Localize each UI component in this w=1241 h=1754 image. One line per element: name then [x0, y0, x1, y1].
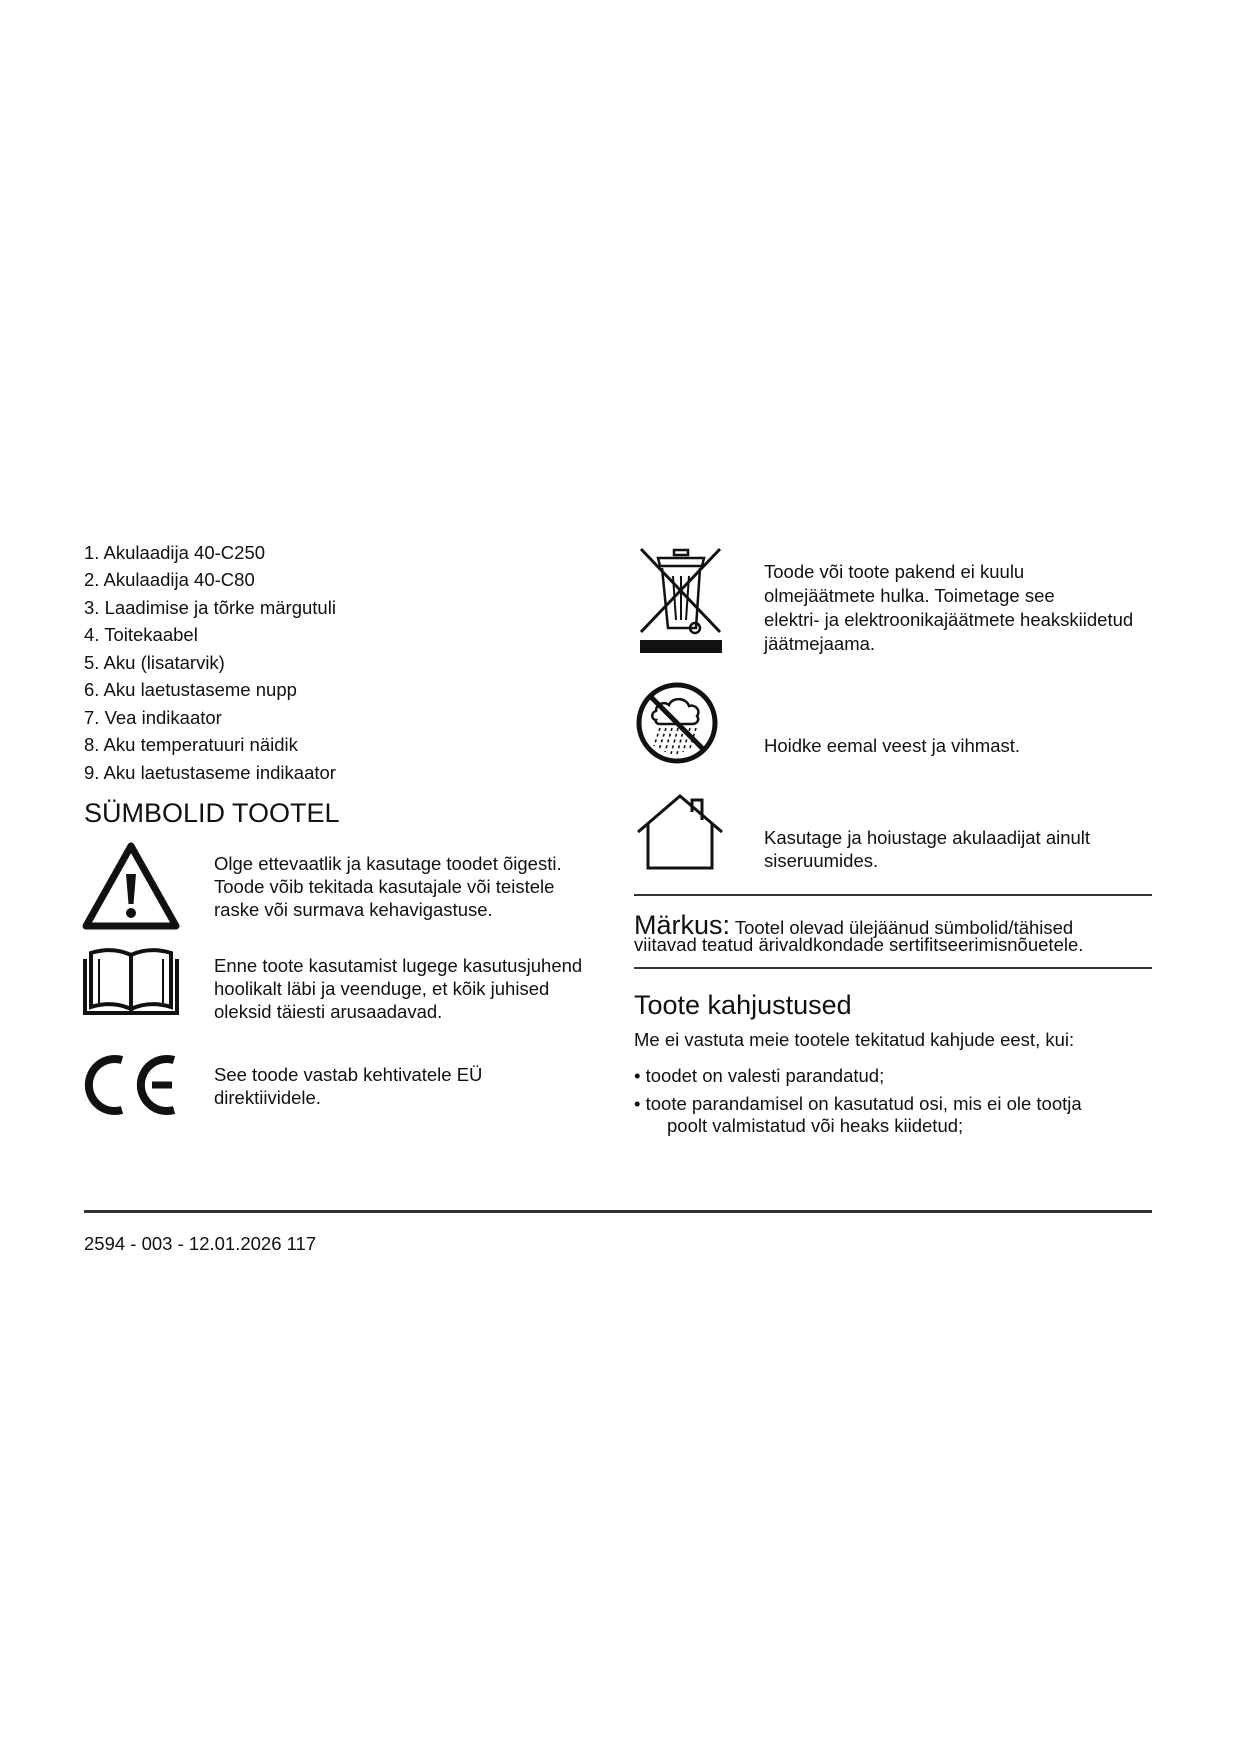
list-item: 3. Laadimise ja tõrke märgutuli — [84, 597, 336, 618]
warning-text-1: Olge ettevaatlik ja kasutage toodet õigesti. — [214, 853, 562, 874]
note-top-rule — [634, 894, 1152, 896]
damage-bullet-1: • toodet on valesti parandatud; — [634, 1065, 885, 1086]
ce-text-1: See toode vastab kehtivatele EÜ — [214, 1064, 483, 1085]
manual-text-1: Enne toote kasutamist lugege kasutusjuhend — [214, 955, 583, 976]
crossed-bin-icon — [638, 546, 724, 656]
open-book-icon — [82, 945, 180, 1017]
list-item: 8. Aku temperatuuri näidik — [84, 734, 298, 755]
no-rain-icon — [634, 680, 720, 766]
warning-triangle-icon — [82, 842, 180, 930]
house-icon — [632, 792, 728, 872]
note-bottom-rule — [634, 967, 1152, 969]
symbols-heading: SÜMBOLID TOOTEL — [84, 798, 340, 828]
list-item: 4. Toitekaabel — [84, 624, 198, 645]
doc-reference: 2594 - 003 - 12.01.2026 — [84, 1233, 282, 1254]
damage-intro: Me ei vastuta meie tootele tekitatud kahjude eest, kui: — [634, 1029, 1075, 1050]
note-line-1: Tootel olevad ülejäänud sümbolid/tähised — [734, 917, 1074, 938]
list-item: 6. Aku laetustaseme nupp — [84, 679, 297, 700]
weee-text-2: olmejäätmete hulka. Toimetage see — [764, 585, 1055, 606]
list-item: 1. Akulaadija 40-C250 — [84, 542, 266, 563]
list-item: 7. Vea indikaator — [84, 707, 222, 728]
note-line-2: viitavad teatud ärivaldkondade sertifitseerimisnõuetele. — [634, 934, 1084, 955]
page-number: 117 — [286, 1233, 317, 1254]
indoor-text-1: Kasutage ja hoiustage akulaadijat ainult — [764, 827, 1091, 848]
manual-text-2: hoolikalt läbi ja veenduge, et kõik juhised — [214, 978, 550, 999]
rain-text: Hoidke eemal veest ja vihmast. — [764, 735, 1021, 756]
weee-text-4: jäätmejaama. — [764, 633, 876, 654]
damage-bullet-2: • toote parandamisel on kasutatud osi, mis ei ole tootja — [634, 1093, 1082, 1114]
manual-text-3: oleksid täiesti arusaadavad. — [214, 1001, 443, 1022]
weee-text-1: Toode või toote pakend ei kuulu — [764, 561, 1025, 582]
footer-rule — [84, 1210, 1152, 1213]
damage-heading: Toote kahjustused — [634, 990, 852, 1020]
ce-text-2: direktiividele. — [214, 1087, 321, 1108]
list-item: 9. Aku laetustaseme indikaator — [84, 762, 336, 783]
warning-text-2: Toode võib tekitada kasutajale või teistele — [214, 876, 555, 897]
warning-text-3: raske või surmava kehavigastuse. — [214, 899, 493, 920]
list-item: 5. Aku (lisatarvik) — [84, 652, 225, 673]
indoor-text-2: siseruumides. — [764, 850, 879, 871]
list-item: 2. Akulaadija 40-C80 — [84, 569, 255, 590]
ce-mark-icon — [82, 1052, 182, 1118]
weee-text-3: elektri- ja elektroonikajäätmete heakskiidetud — [764, 609, 1134, 630]
damage-bullet-2-cont: poolt valmistatud või heaks kiidetud; — [667, 1115, 964, 1136]
footer — [84, 1233, 316, 1255]
note-heading: Märkus: — [634, 910, 731, 940]
